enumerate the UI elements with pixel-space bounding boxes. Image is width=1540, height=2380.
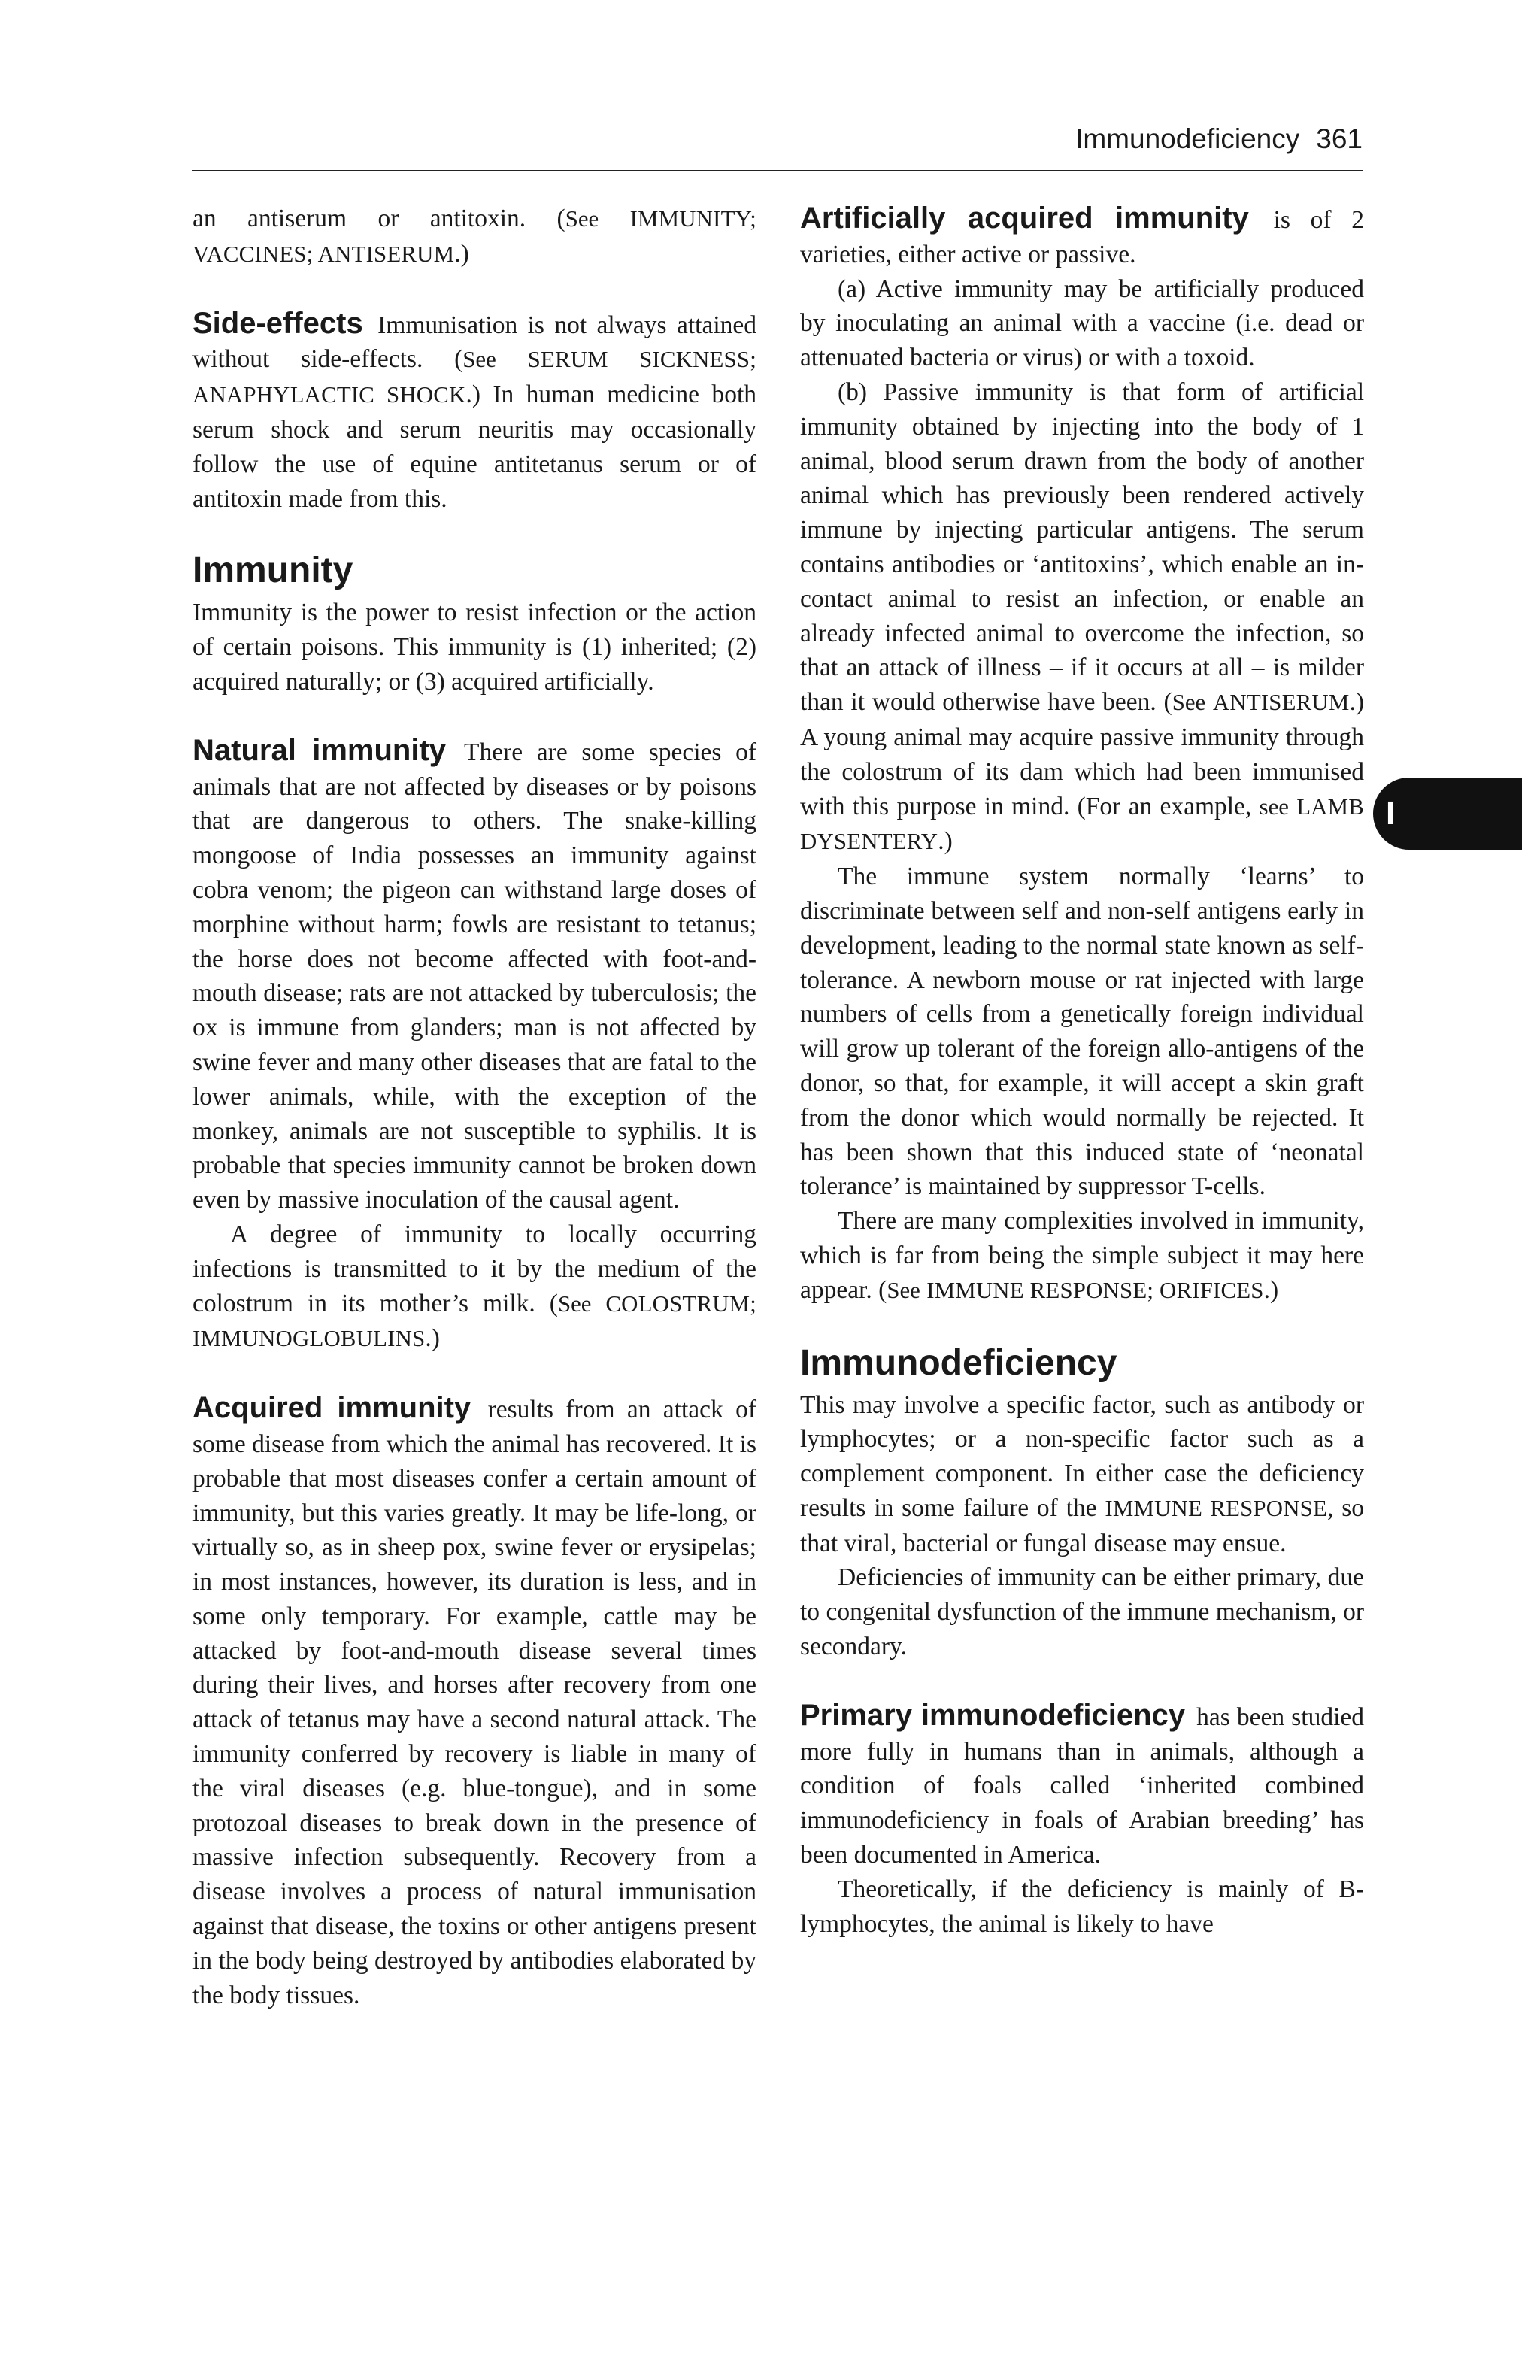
artificial-immunity-heading: Artificially acquired immunity <box>800 202 1249 235</box>
passive-immunity-paragraph: (b) Passive immunity is that form of artificial immunity obtained by injecting into the body of 1 animal, blood serum drawn from the body of another animal which has previously been rendered actively immune by injecting particular antigens. The serum contains antibodies or ‘antitoxins’, which enable an in-contact animal to resist an infection, or enable an already infected animal to overcome the infection, so that an attack of illness – if it occurs at all – is milder than it would otherwise have been. (See ANTISERUM.) A young animal may acquire passive immunity through the colostrum of its dam which had been immunised with this purpose in mind. (For an example, see LAMB DYSENTERY.) <box>800 377 1365 856</box>
right-column <box>800 202 1364 1941</box>
cross-reference: IMMUNITY; VACCINES; ANTISERUM <box>192 206 756 267</box>
natural-immunity-paragraph: Natural immunity There are some species of animals that are not affected by diseases or by poisons that are dangerous to others. The snake-killing mongoose of India possesses an immunity against cobra venom; the pigeon can withstand large doses of morphine without harm; fowls are resistant to tetanus; the horse does not become affected with foot-and-mouth disease; rats are not attacked by tuberculosis; the ox is immune from glanders; man is not affected by swine fever and many other diseases that are fatal to the lower animals, while, with the exception of the monkey, animals are not susceptible to syphilis. It is probable that species immunity cannot be broken down even by massive inoculation of the causal agent. <box>192 733 756 1214</box>
running-head-title: Immunodeficiency <box>1075 123 1300 154</box>
header-rule <box>192 170 1363 171</box>
cross-reference: ANTISERUM <box>1212 690 1350 716</box>
side-effects-heading: Side-effects <box>192 306 363 340</box>
deficiencies-paragraph: Deficiencies of immunity can be either primary, due to congenital dysfunction of the immune mechanism, or secondary. <box>800 1563 1364 1661</box>
page-number: 361 <box>1316 123 1363 154</box>
side-effects-paragraph: Side-effects Immunisation is not always attained without side-effects. (See SERUM SICKNESS; ANAPHYLACTIC SHOCK.) In human medicine both serum shock and serum neuritis may occasionally follow the use of equine antitetanus serum or of antitoxin made from this. <box>192 306 756 513</box>
running-head <box>1075 123 1363 156</box>
cross-reference: SERUM SICKNESS; ANAPHYLACTIC SHOCK <box>192 347 756 408</box>
primary-immunodeficiency-paragraph: Primary immunodeficiency has been studied more fully in humans than in animals, although a condition of foals called ‘inherited combined immunodeficiency in foals of Arabian breeding’ has been documented in America. <box>800 1698 1364 1869</box>
left-column <box>192 202 756 2012</box>
cross-reference: IMMUNE RESPONSE; ORIFICES <box>926 1277 1264 1303</box>
active-immunity-paragraph: (a) Active immunity may be artificially produced by inoculating an animal with a vaccine (i.e. dead or attenuated bacteria or virus) or with a toxoid. <box>800 274 1364 372</box>
colostrum-paragraph: A degree of immunity to locally occurring infections is transmitted to it by the medium of the colostrum in its mother’s milk. (See COLOSTRUM; IMMUNOGLOBULINS.) <box>192 1220 757 1353</box>
cross-reference: LAMB DYSENTERY <box>800 793 1365 855</box>
complexities-paragraph: There are many complexities involved in immunity, which is far from being the simple subject it may here appear. (See IMMUNE RESPONSE; ORIFICES.) <box>800 1207 1364 1304</box>
entry-title-immunodeficiency: Immunodeficiency <box>800 1342 1117 1383</box>
entry-title-immunity: Immunity <box>192 550 353 591</box>
continued-paragraph: an antiserum or antitoxin. (See IMMUNITY; VACCINES; ANTISERUM.) <box>192 205 756 268</box>
artificial-immunity-paragraph: Artificially acquired immunity is of 2 varieties, either active or passive. <box>800 202 1365 268</box>
primary-immunodeficiency-heading: Primary immunodeficiency <box>800 1698 1186 1732</box>
thumb-index-letter: I <box>1386 795 1396 832</box>
acquired-immunity-heading: Acquired immunity <box>192 1391 471 1425</box>
self-tolerance-paragraph: The immune system normally ‘learns’ to discriminate between self and non-self antigens early in development, leading to the normal state known as self-tolerance. A newborn mouse or rat injected with large numbers of cells from a genetically foreign individual will grow up tolerant of the foreign allo-antigens of the donor, so that, for example, it will accept a skin graft from the donor which would normally be rejected. It has been shown that this induced state of ‘neonatal tolerance’ is maintained by suppressor T-cells. <box>800 863 1364 1201</box>
cross-reference: COLOSTRUM; IMMUNOGLOBULINS <box>192 1290 757 1352</box>
theoretically-paragraph: Theoretically, if the deficiency is mainly of B-lymphocytes, the animal is likely to have <box>800 1875 1364 1938</box>
immunodeficiency-paragraph: This may involve a specific factor, such as antibody or lymphocytes; or a non-specific factor such as a complement component. In either case the deficiency results in some failure of the IMMUNE RESPONSE, so that viral, bacterial or fungal disease may ensue. <box>800 1390 1365 1557</box>
natural-immunity-heading: Natural immunity <box>192 733 446 767</box>
thumb-index-tab <box>1373 778 1522 850</box>
immunity-paragraph: Immunity is the power to resist infection or the action of certain poisons. This immunity is (1) inherited; (2) acquired naturally; or (3) acquired artificially. <box>192 599 756 696</box>
acquired-immunity-paragraph: Acquired immunity results from an attack of some disease from which the animal has recovered. It is probable that most diseases confer a certain amount of immunity, but this varies greatly. It may be life-long, or virtually so, as in sheep pox, swine fever or erysipelas; in most instances, however, its duration is less, and in some only temporary. For example, cattle may be attacked by foot-and-mouth disease several times during their lives, and horses after recovery from one attack of tetanus may have a second natural attack. The immunity conferred by recovery is liable in many of the viral diseases (e.g. blue-tongue), and in some protozoal diseases to break down in the presence of massive infection subsequently. Recovery from a disease involves a process of natural immunisation against that disease, the toxins or other antigens present in the body being destroyed by antibodies elaborated by the body tissues. <box>192 1391 757 2009</box>
cross-reference: IMMUNE RESPONSE <box>1105 1495 1328 1521</box>
